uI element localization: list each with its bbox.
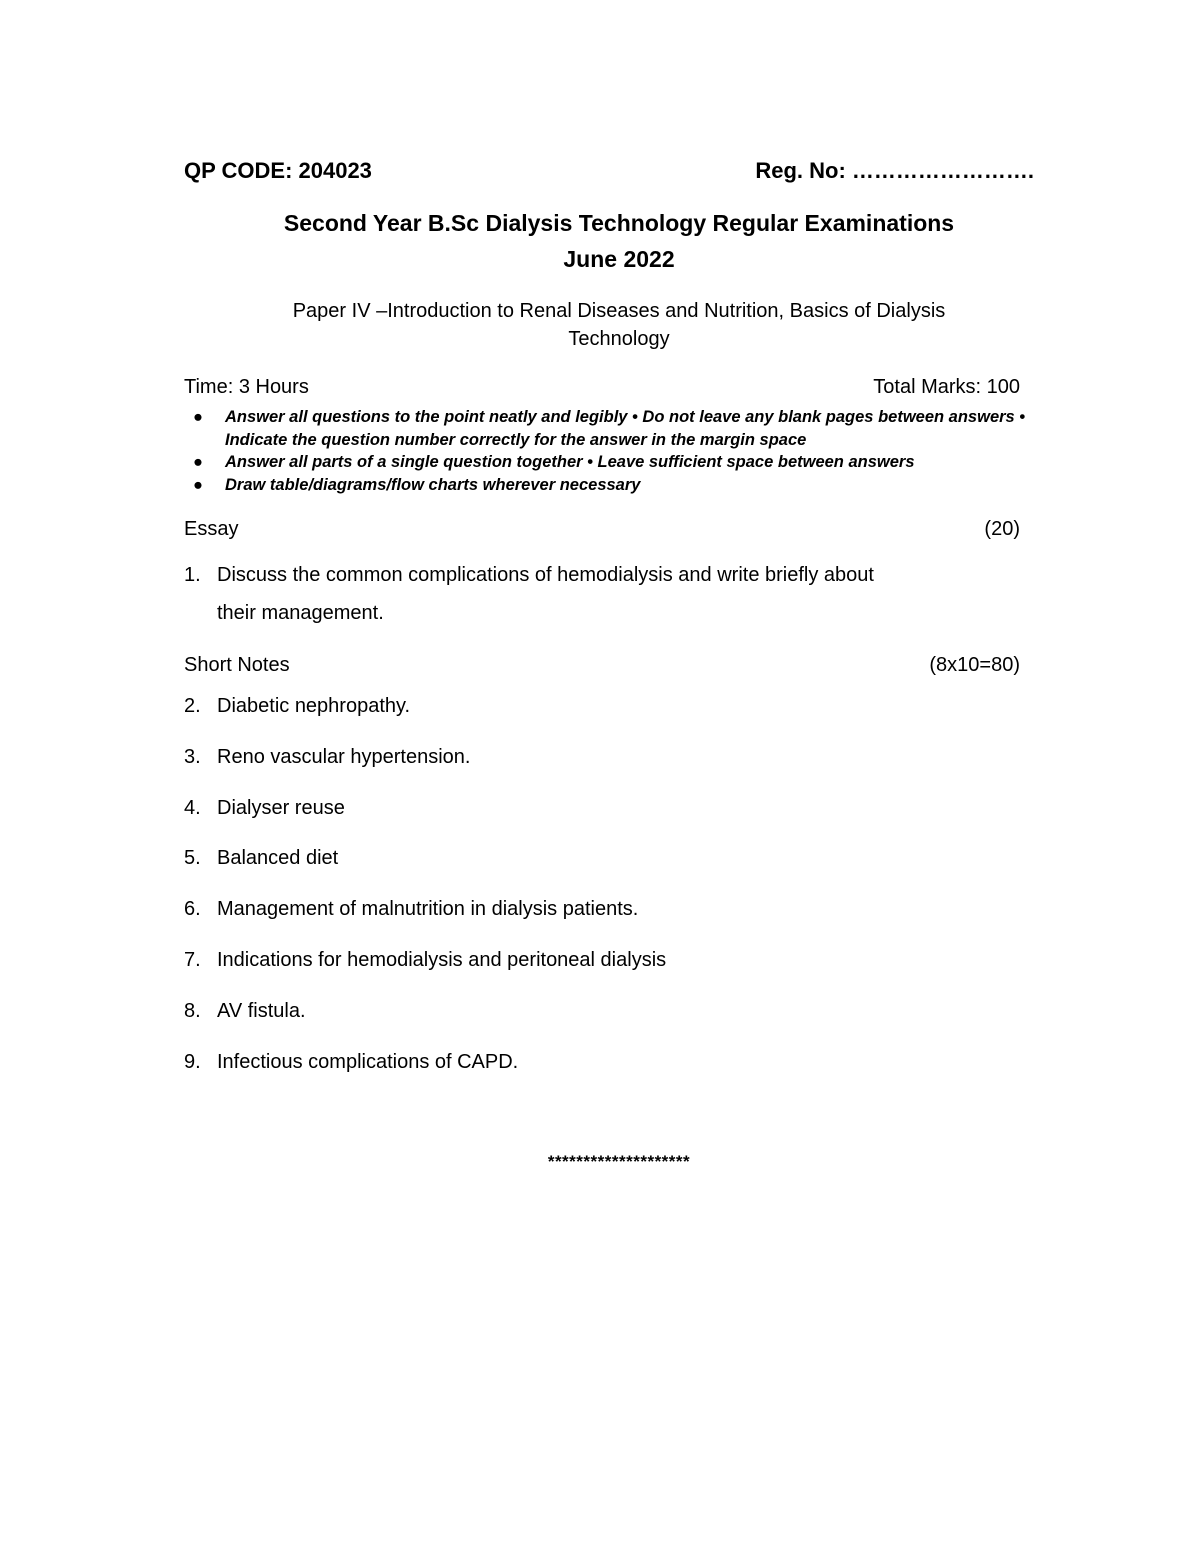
short-notes-section-marks: (8x10=80): [929, 654, 1020, 676]
paper-title-line2: Technology: [568, 328, 670, 350]
question-number: 9.: [184, 1050, 201, 1073]
instruction-item: [193, 451, 1053, 474]
bullet-icon: ●: [193, 408, 203, 426]
question-text: Indications for hemodialysis and peritoneal dialysis: [217, 948, 667, 971]
question-text: Infectious complications of CAPD.: [217, 1050, 519, 1073]
question-number: 6.: [184, 898, 201, 921]
essay-section-marks: (20): [984, 518, 1020, 540]
question-number: 8.: [184, 999, 201, 1022]
question-item: [184, 896, 984, 922]
question-text: Reno vascular hypertension.: [217, 745, 471, 768]
question-number: 5.: [184, 847, 201, 870]
question-item: [184, 947, 984, 973]
bullet-icon: ●: [193, 453, 203, 471]
instruction-text: Draw table/diagrams/flow charts wherever necessary: [225, 475, 641, 494]
question-item: [184, 693, 984, 719]
question-number: 2.: [184, 695, 201, 717]
question-text: AV fistula.: [217, 999, 306, 1022]
question-number: 1.: [184, 564, 201, 586]
instruction-item: [193, 406, 1053, 451]
question-item: [184, 744, 984, 770]
total-marks: Total Marks: 100: [873, 376, 1020, 398]
question-text: Discuss the common complications of hemodialysis and write briefly about their management.: [217, 564, 874, 624]
question-number: 3.: [184, 745, 201, 768]
exam-title: Second Year B.Sc Dialysis Technology Regular Examinations: [283, 210, 955, 236]
question-item: [184, 1049, 984, 1075]
question-number: 7.: [184, 948, 201, 971]
question-number: 4.: [184, 796, 201, 819]
short-notes-section-title: Short Notes: [184, 654, 290, 676]
instructions-list: [193, 406, 1053, 496]
essay-section-title: Essay: [184, 518, 239, 540]
end-of-paper-stars: ********************: [547, 1152, 691, 1171]
paper-title-line1: Paper IV –Introduction to Renal Diseases and Nutrition, Basics of Dialysis: [292, 300, 946, 322]
question-item: [184, 556, 904, 632]
question-item: [184, 845, 984, 871]
instruction-text: Answer all parts of a single question together • Leave sufficient space between answers: [225, 453, 915, 471]
qp-code: QP CODE: 204023: [184, 158, 372, 183]
exam-time: Time: 3 Hours: [184, 376, 309, 398]
question-item: [184, 795, 984, 821]
question-text: Diabetic nephropathy.: [217, 695, 411, 717]
reg-no: Reg. No: …………………….: [755, 158, 1034, 183]
short-notes-questions: [184, 693, 984, 1099]
essay-questions: [184, 556, 904, 632]
exam-date: June 2022: [563, 246, 675, 272]
bullet-icon: ●: [193, 475, 203, 494]
question-text: Dialyser reuse: [217, 796, 345, 819]
instruction-item: [193, 474, 1053, 497]
question-text: Balanced diet: [217, 847, 339, 870]
question-item: [184, 998, 984, 1024]
instruction-text: Answer all questions to the point neatly and legibly • Do not leave any blank pages between answers • Indicate the question number correctly for the answer in the margin space: [225, 408, 1026, 449]
question-text: Management of malnutrition in dialysis patients.: [217, 898, 639, 921]
